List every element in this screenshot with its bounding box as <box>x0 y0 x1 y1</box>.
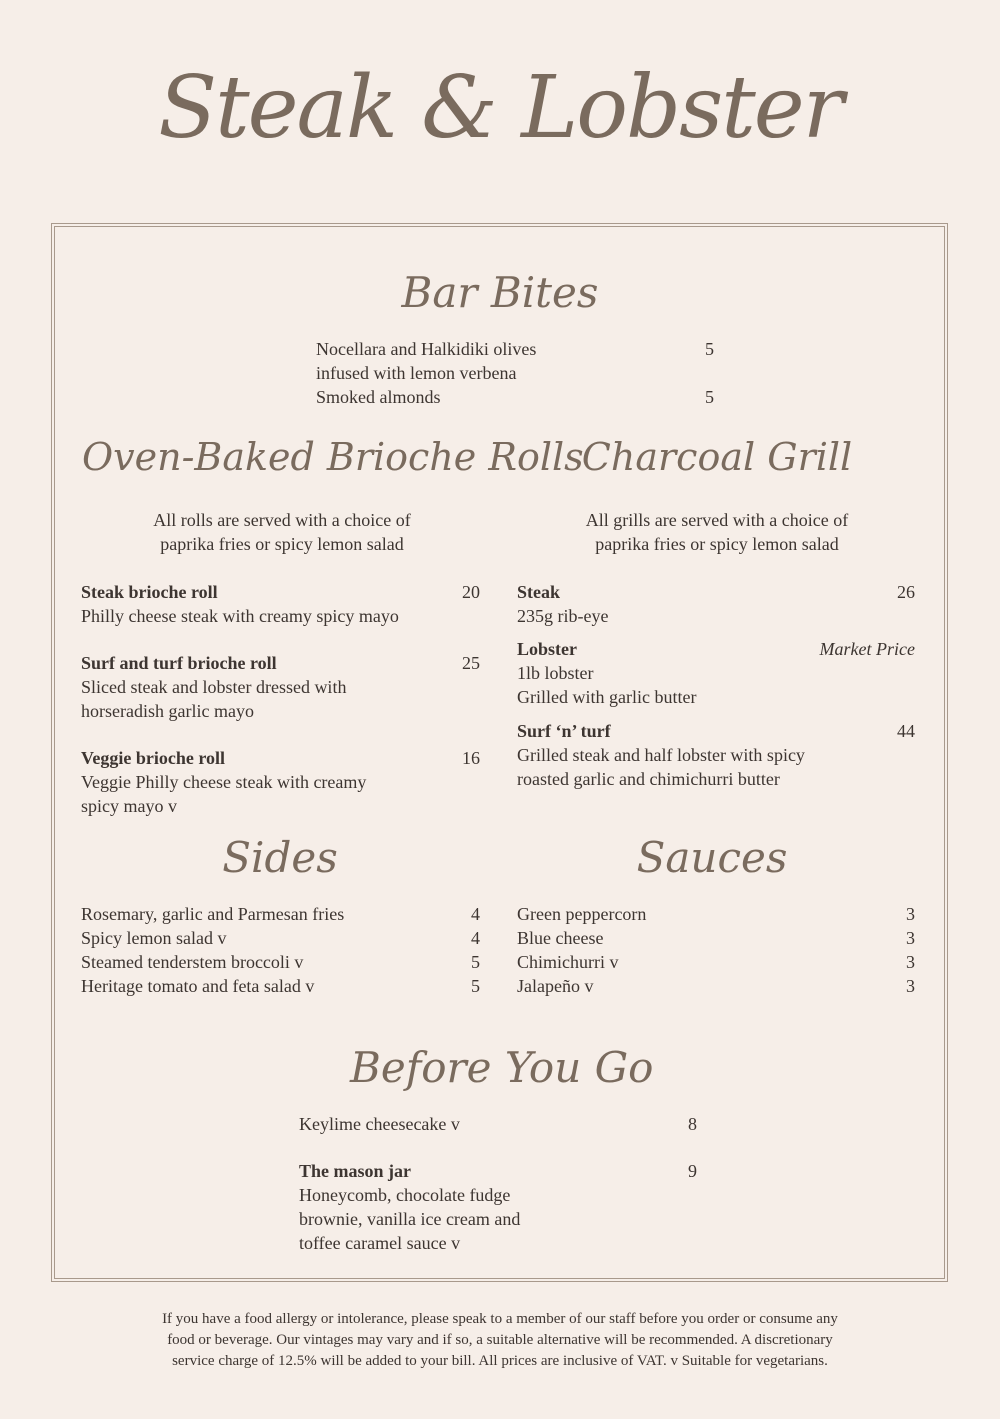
side-name: Heritage tomato and feta salad v <box>81 976 315 996</box>
grill-price: Market Price <box>819 639 915 659</box>
sauce-name: Blue cheese <box>517 928 604 948</box>
sauces-heading: Sauces <box>636 833 788 882</box>
roll-name: Steak brioche roll <box>81 582 218 602</box>
grill-intro: All grills are served with a choice of <box>585 510 849 530</box>
grill-desc: 235g rib-eye <box>517 606 609 626</box>
dessert-name: Keylime cheesecake v <box>299 1114 460 1134</box>
dessert-price: 8 <box>688 1114 697 1134</box>
footer-line: If you have a food allergy or intolerance, please speak to a member of our staff before you order or consume any <box>162 1311 838 1327</box>
side-name: Steamed tenderstem broccoli v <box>81 952 304 972</box>
bar-bite-price: 5 <box>705 339 714 359</box>
bar-bite-name: Smoked almonds <box>316 387 441 407</box>
sauce-name: Chimichurri v <box>517 952 619 972</box>
grill-desc: roasted garlic and chimichurri butter <box>517 769 780 789</box>
sauce-price: 3 <box>906 928 915 948</box>
sauce-price: 3 <box>906 952 915 972</box>
roll-desc: Sliced steak and lobster dressed with <box>81 677 347 697</box>
footer-disclaimer <box>100 1309 900 1372</box>
roll-price: 20 <box>462 582 480 602</box>
grill-name: Steak <box>517 582 561 602</box>
dessert-desc: toffee caramel sauce v <box>299 1233 461 1253</box>
grill-heading: Charcoal Grill <box>581 435 853 479</box>
desserts-heading: Before You Go <box>350 1043 654 1092</box>
roll-desc: Philly cheese steak with creamy spicy mayo <box>81 606 399 626</box>
footer-line: service charge of 12.5% will be added to your bill. All prices are inclusive of VAT. v Suitable for vegetarians. <box>172 1353 828 1369</box>
side-name: Spicy lemon salad v <box>81 928 227 948</box>
roll-desc: spicy mayo v <box>81 796 177 816</box>
sauce-price: 3 <box>906 976 915 996</box>
roll-price: 16 <box>462 748 480 768</box>
footer-line: food or beverage. Our vintages may vary and if so, a suitable alternative will be recommended. A discretionary <box>167 1332 833 1348</box>
dessert-desc: brownie, vanilla ice cream and <box>299 1209 521 1229</box>
grill-desc: Grilled with garlic butter <box>517 687 697 707</box>
bar-bite-name: Nocellara and Halkidiki olives <box>316 339 537 359</box>
dessert-name: The mason jar <box>299 1161 411 1181</box>
bar-bite-price: 5 <box>705 387 714 407</box>
sides-heading: Sides <box>222 833 338 882</box>
grill-desc: 1lb lobster <box>517 663 594 683</box>
side-name: Rosemary, garlic and Parmesan fries <box>81 904 345 924</box>
side-price: 5 <box>471 952 480 972</box>
sauce-name: Jalapeño v <box>517 976 594 996</box>
grill-desc: Grilled steak and half lobster with spicy <box>517 745 805 765</box>
dessert-desc: Honeycomb, chocolate fudge <box>299 1185 511 1205</box>
side-price: 4 <box>471 904 480 924</box>
side-price: 4 <box>471 928 480 948</box>
roll-price: 25 <box>462 653 480 673</box>
sauce-name: Green peppercorn <box>517 904 647 924</box>
dessert-price: 9 <box>688 1161 697 1181</box>
grill-intro: paprika fries or spicy lemon salad <box>595 534 839 554</box>
bar-bite-desc: infused with lemon verbena <box>316 363 517 383</box>
sauce-price: 3 <box>906 904 915 924</box>
roll-name: Veggie brioche roll <box>81 748 225 768</box>
rolls-intro: All rolls are served with a choice of <box>153 510 411 530</box>
grill-name: Surf ‘n’ turf <box>517 721 611 741</box>
roll-desc: Veggie Philly cheese steak with creamy <box>81 772 367 792</box>
grill-price: 26 <box>897 582 915 602</box>
menu-title: Steak & Lobster <box>158 58 842 158</box>
side-price: 5 <box>471 976 480 996</box>
rolls-heading: Oven-Baked Brioche Rolls <box>82 435 584 479</box>
bar-bites-heading: Bar Bites <box>401 268 599 317</box>
roll-desc: horseradish garlic mayo <box>81 701 254 721</box>
rolls-intro: paprika fries or spicy lemon salad <box>160 534 404 554</box>
roll-name: Surf and turf brioche roll <box>81 653 277 673</box>
grill-name: Lobster <box>517 639 577 659</box>
grill-price: 44 <box>897 721 915 741</box>
